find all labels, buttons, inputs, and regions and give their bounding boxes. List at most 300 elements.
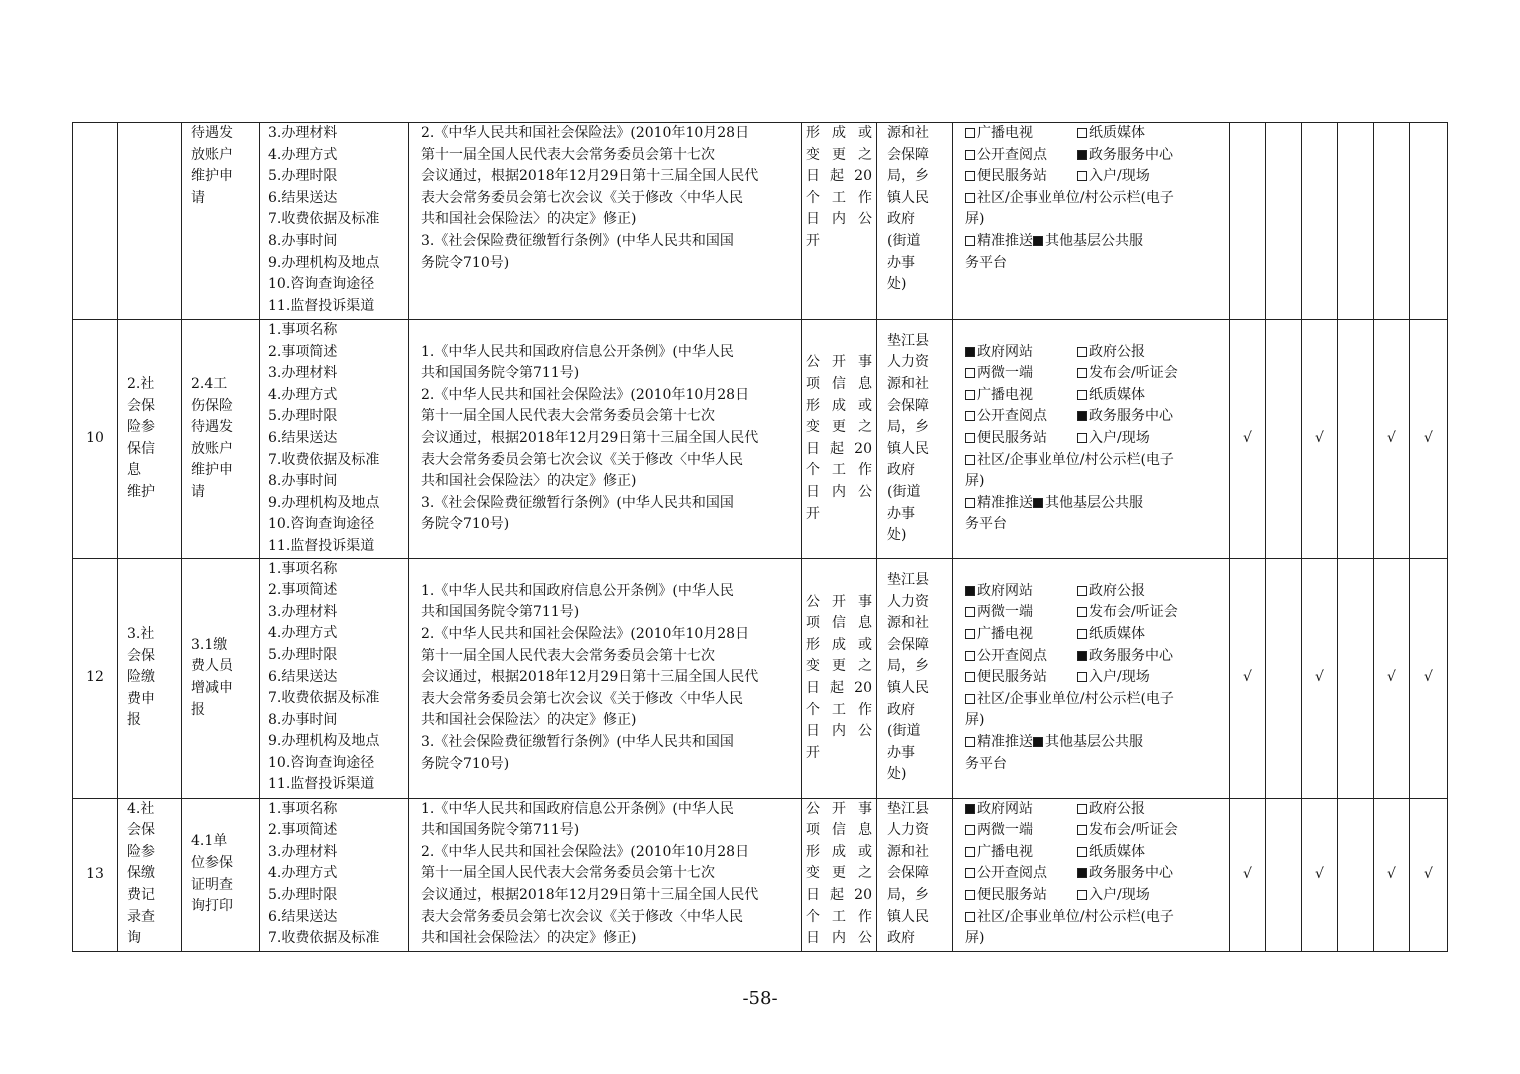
item-subcategory-line: 证明查	[191, 876, 233, 893]
legal-basis-line: 表大会常务委员会第七次会议《关于修改〈中华人民	[421, 908, 743, 925]
check-mark-cell	[1338, 320, 1374, 559]
legal-basis-line: 务院令710号)	[421, 755, 510, 772]
unchecked-box-icon	[965, 455, 975, 465]
check-mark-cell	[1410, 123, 1448, 320]
item-subcategory-line: 请	[191, 483, 205, 500]
disclosure-time-line: 个工作	[806, 908, 872, 925]
disclosure-items-line: 3.办理材料	[268, 603, 338, 620]
item-category-line: 2.社	[127, 375, 155, 392]
disclosure-items-line: 6.结果送达	[268, 429, 338, 446]
channel-line	[965, 689, 1225, 711]
disclosure-time-line: 日起20	[806, 680, 872, 697]
page-number: -58-	[742, 988, 778, 1009]
disclosure-time-line: 项信息	[806, 822, 872, 839]
legal-basis-line: 表大会常务委员会第七次会议《关于修改〈中华人民	[421, 451, 743, 468]
unchecked-box-icon	[1077, 825, 1087, 835]
item-category	[118, 798, 182, 951]
responsible-body-line: (街道	[887, 483, 921, 500]
responsible-body	[877, 123, 953, 320]
disclosure-time-line: 日内公	[806, 930, 872, 947]
checked-box-icon	[1033, 737, 1043, 747]
disclosure-time-line: 变更之	[806, 146, 872, 163]
checked-box-icon	[1033, 236, 1043, 246]
checked-box-icon	[1077, 651, 1087, 661]
responsible-body-line: 政府	[887, 211, 915, 228]
table-row	[73, 798, 1448, 951]
item-subcategory	[182, 123, 260, 320]
checked-box-icon	[1033, 498, 1043, 508]
channel-text: 便民服务站 入户/现场	[965, 166, 1150, 188]
responsible-body	[877, 320, 953, 559]
disclosure-items-line: 11.监督投诉渠道	[268, 297, 375, 314]
item-category-line: 询	[127, 930, 141, 947]
legal-basis-line: 务院令710号)	[421, 516, 510, 533]
check-mark-cell: √	[1302, 320, 1338, 559]
checked-box-icon	[1077, 411, 1087, 421]
disclosure-time-line: 变更之	[806, 658, 872, 675]
legal-basis-line: 会议通过，根据2018年12月29日第十三届全国人民代	[421, 886, 759, 903]
unchecked-box-icon	[965, 912, 975, 922]
disclosure-time	[802, 798, 877, 951]
row-number: 12	[73, 558, 118, 798]
responsible-body-line: 源和社	[887, 615, 929, 632]
item-subcategory-line: 增减申	[191, 680, 233, 697]
responsible-body-line: 垫江县	[887, 800, 929, 817]
disclosure-items-line: 8.办事时间	[268, 473, 338, 490]
responsible-body-line: (街道	[887, 723, 921, 740]
responsible-body-line: 处)	[887, 276, 907, 293]
disclosure-time-line: 日内公	[806, 483, 872, 500]
responsible-body-line: 镇人民	[887, 680, 929, 697]
disclosure-time-line: 个工作	[806, 701, 872, 718]
disclosure-time-line: 公开事	[806, 354, 872, 371]
channel-text: 便民服务站 入户/现场	[965, 667, 1150, 689]
check-mark-cell	[1266, 320, 1302, 559]
disclosure-items-line: 4.办理方式	[268, 386, 338, 403]
item-category-line: 费申	[127, 690, 155, 707]
check-mark-cell: √	[1410, 558, 1448, 798]
item-category	[118, 123, 182, 320]
channel-line	[965, 732, 1225, 754]
disclosure-items-line: 2.事项简述	[268, 822, 338, 839]
unchecked-box-icon	[965, 651, 975, 661]
channel-text: 公开查阅点 政务服务中心	[965, 145, 1173, 167]
channel-text: 广播电视 纸质媒体	[965, 385, 1145, 407]
disclosure-items-line: 1.事项名称	[268, 322, 338, 338]
check-mark-cell: √	[1410, 320, 1448, 559]
channel-text: 务平台	[965, 755, 1007, 772]
item-subcategory-line: 费人员	[191, 658, 233, 675]
checked-box-icon	[965, 586, 975, 596]
item-category	[118, 558, 182, 798]
checked-box-icon	[965, 347, 975, 357]
legal-basis-line: 务院令710号)	[421, 254, 510, 271]
legal-basis-line: 第十一届全国人民代表大会常务委员会第十七次	[421, 647, 715, 664]
unchecked-box-icon	[965, 498, 975, 508]
item-subcategory-line: 4.1单	[191, 833, 228, 850]
legal-basis-line: 共和国社会保险法〉的决定》修正)	[421, 930, 637, 947]
disclosure-items-line: 2.事项简述	[268, 343, 338, 360]
channel-text: 政府网站 政府公报	[965, 342, 1145, 364]
unchecked-box-icon	[1077, 347, 1087, 357]
channel-line	[965, 907, 1225, 929]
unchecked-box-icon	[1077, 847, 1087, 857]
responsible-body	[877, 798, 953, 951]
disclosure-channels	[953, 798, 1230, 951]
unchecked-box-icon	[1077, 433, 1087, 443]
item-subcategory	[182, 798, 260, 951]
channel-line	[965, 602, 1225, 624]
legal-basis-line: 3.《社会保险费征缴暂行条例》(中华人民共和国国	[421, 232, 734, 249]
legal-basis-line: 共和国国务院令第711号)	[421, 365, 580, 382]
item-category-line: 会保	[127, 647, 155, 664]
channel-line	[965, 493, 1225, 515]
check-mark-cell	[1338, 123, 1374, 320]
item-category-line: 保信	[127, 440, 155, 457]
responsible-body-line: 处)	[887, 527, 907, 544]
channel-line	[965, 406, 1225, 428]
unchecked-box-icon	[965, 890, 975, 900]
item-subcategory-line: 伤保险	[191, 397, 233, 414]
channel-text: 便民服务站 入户/现场	[965, 428, 1150, 450]
disclosure-items-line: 6.结果送达	[268, 908, 338, 925]
responsible-body-line: 局，乡	[887, 419, 929, 436]
item-category-line: 3.社	[127, 626, 155, 643]
disclosure-items	[260, 798, 409, 951]
channel-line	[965, 363, 1225, 385]
check-mark-cell: √	[1374, 798, 1410, 951]
responsible-body-line: 镇人民	[887, 440, 929, 457]
unchecked-box-icon	[965, 150, 975, 160]
channel-line	[965, 842, 1225, 864]
legal-basis-line: 1.《中华人民共和国政府信息公开条例》(中华人民	[421, 800, 734, 817]
channel-text: 社区/企事业单位/村公示栏(电子	[965, 188, 1174, 210]
item-subcategory	[182, 558, 260, 798]
unchecked-box-icon	[965, 737, 975, 747]
unchecked-box-icon	[1077, 171, 1087, 181]
disclosure-time-line: 日起20	[806, 886, 872, 903]
item-category-line: 费记	[127, 886, 155, 903]
check-mark-cell: √	[1374, 558, 1410, 798]
item-subcategory	[182, 320, 260, 559]
disclosure-items-line: 6.结果送达	[268, 189, 338, 206]
unchecked-box-icon	[965, 193, 975, 203]
check-mark-cell	[1302, 123, 1338, 320]
legal-basis-line: 会议通过，根据2018年12月29日第十三届全国人民代	[421, 669, 759, 686]
unchecked-box-icon	[965, 694, 975, 704]
check-mark-cell: √	[1230, 558, 1266, 798]
channel-line	[965, 754, 1225, 776]
table-row	[73, 320, 1448, 559]
channel-text: 屏)	[965, 712, 985, 729]
unchecked-box-icon	[965, 236, 975, 246]
unchecked-box-icon	[965, 607, 975, 617]
legal-basis-line: 共和国社会保险法〉的决定》修正)	[421, 712, 637, 729]
check-mark-cell: √	[1302, 798, 1338, 951]
disclosure-time-line: 变更之	[806, 865, 872, 882]
disclosure-items-line: 9.办理机构及地点	[268, 733, 380, 750]
channel-line	[965, 253, 1225, 275]
disclosure-items-line: 11.监督投诉渠道	[268, 776, 375, 793]
disclosure-time-line: 开	[806, 505, 820, 522]
legal-basis-line: 1.《中华人民共和国政府信息公开条例》(中华人民	[421, 582, 734, 599]
disclosure-items-line: 8.办事时间	[268, 711, 338, 728]
disclosure-items-line: 5.办理时限	[268, 408, 338, 425]
unchecked-box-icon	[965, 847, 975, 857]
check-mark-cell	[1374, 123, 1410, 320]
unchecked-box-icon	[1077, 672, 1087, 682]
responsible-body-line: 垫江县	[887, 572, 929, 589]
channel-line	[965, 231, 1225, 253]
table-row	[73, 558, 1448, 798]
disclosure-items	[260, 320, 409, 559]
check-mark-cell: √	[1230, 798, 1266, 951]
checked-box-icon	[1077, 868, 1087, 878]
disclosure-items	[260, 558, 409, 798]
item-category-line: 会保	[127, 397, 155, 414]
disclosure-time-line: 变更之	[806, 419, 872, 436]
item-category-line: 险缴	[127, 669, 155, 686]
disclosure-time-line: 开	[806, 744, 820, 761]
responsible-body-line: 办事	[887, 505, 915, 522]
channel-line	[965, 667, 1225, 689]
disclosure-time-line: 日起20	[806, 168, 872, 185]
check-mark-cell: √	[1374, 320, 1410, 559]
channel-line	[965, 471, 1225, 493]
disclosure-time-line: 公开事	[806, 593, 872, 610]
responsible-body-line: 垫江县	[887, 332, 929, 349]
channel-line	[965, 166, 1225, 188]
responsible-body-line: 源和社	[887, 843, 929, 860]
legal-basis-line: 2.《中华人民共和国社会保险法》(2010年10月28日	[421, 125, 750, 141]
responsible-body-line: (街道	[887, 232, 921, 249]
check-mark-cell	[1230, 123, 1266, 320]
channel-line	[965, 928, 1225, 950]
row-number: 13	[73, 798, 118, 951]
channel-text: 屏)	[965, 211, 985, 228]
item-subcategory-line: 位参保	[191, 854, 233, 871]
disclosure-items-line: 4.办理方式	[268, 146, 338, 163]
legal-basis-line: 第十一届全国人民代表大会常务委员会第十七次	[421, 146, 715, 163]
check-mark-cell: √	[1410, 798, 1448, 951]
legal-basis	[409, 320, 802, 559]
legal-basis-line: 会议通过，根据2018年12月29日第十三届全国人民代	[421, 168, 759, 185]
disclosure-time-line: 形成或	[806, 843, 872, 860]
channel-text: 政府网站 政府公报	[965, 581, 1145, 603]
unchecked-box-icon	[1077, 607, 1087, 617]
legal-basis-line: 2.《中华人民共和国社会保险法》(2010年10月28日	[421, 626, 750, 643]
item-subcategory-line: 询打印	[191, 898, 233, 915]
unchecked-box-icon	[965, 128, 975, 138]
disclosure-time-line: 形成或	[806, 125, 872, 141]
channel-text: 务平台	[965, 516, 1007, 533]
disclosure-time-line: 日内公	[806, 211, 872, 228]
unchecked-box-icon	[1077, 128, 1087, 138]
channel-text: 便民服务站 入户/现场	[965, 885, 1150, 907]
disclosure-items	[260, 123, 409, 320]
item-subcategory-line: 报	[191, 701, 205, 718]
responsible-body-line: 政府	[887, 701, 915, 718]
legal-basis-line: 共和国社会保险法〉的决定》修正)	[421, 211, 637, 228]
unchecked-box-icon	[965, 629, 975, 639]
item-category-line: 险参	[127, 843, 155, 860]
check-mark-cell: √	[1230, 320, 1266, 559]
disclosure-items-line: 5.办理时限	[268, 168, 338, 185]
item-category-line: 报	[127, 712, 141, 729]
item-category-line: 险参	[127, 419, 155, 436]
channel-line	[965, 820, 1225, 842]
disclosure-time-line: 项信息	[806, 375, 872, 392]
check-mark-cell: √	[1302, 558, 1338, 798]
channel-text: 两微一端 发布会/听证会	[965, 363, 1178, 385]
unchecked-box-icon	[1077, 629, 1087, 639]
row-number: 10	[73, 320, 118, 559]
channel-line	[965, 450, 1225, 472]
unchecked-box-icon	[1077, 390, 1087, 400]
channel-line	[965, 710, 1225, 732]
channel-text: 精准推送 其他基层公共服	[965, 493, 1143, 515]
channel-line	[965, 342, 1225, 364]
disclosure-time-line: 个工作	[806, 462, 872, 479]
responsible-body-line: 会保障	[887, 865, 929, 882]
unchecked-box-icon	[1077, 368, 1087, 378]
table-row	[73, 123, 1448, 320]
disclosure-items-line: 4.办理方式	[268, 865, 338, 882]
responsible-body-line: 会保障	[887, 636, 929, 653]
legal-basis-line: 表大会常务委员会第七次会议《关于修改〈中华人民	[421, 690, 743, 707]
channel-line	[965, 863, 1225, 885]
disclosure-time-line: 形成或	[806, 636, 872, 653]
disclosure-time	[802, 558, 877, 798]
disclosure-time-line: 开	[806, 232, 820, 249]
unchecked-box-icon	[965, 868, 975, 878]
responsible-body-line: 源和社	[887, 375, 929, 392]
legal-basis-line: 2.《中华人民共和国社会保险法》(2010年10月28日	[421, 843, 750, 860]
channel-text: 广播电视 纸质媒体	[965, 842, 1145, 864]
item-subcategory-line: 待遇发	[191, 125, 233, 141]
disclosure-time	[802, 123, 877, 320]
channel-text: 广播电视 纸质媒体	[965, 123, 1145, 145]
unchecked-box-icon	[965, 368, 975, 378]
check-mark-cell	[1338, 798, 1374, 951]
legal-basis-line: 1.《中华人民共和国政府信息公开条例》(中华人民	[421, 343, 734, 360]
disclosure-time	[802, 320, 877, 559]
channel-text: 公开查阅点 政务服务中心	[965, 863, 1173, 885]
legal-basis-line: 共和国国务院令第711号)	[421, 822, 580, 839]
channel-line	[965, 624, 1225, 646]
disclosure-items-line: 9.办理机构及地点	[268, 494, 380, 511]
disclosure-items-line: 1.事项名称	[268, 800, 338, 817]
disclosure-items-line: 1.事项名称	[268, 560, 338, 577]
item-subcategory-line: 3.1缴	[191, 636, 228, 653]
item-category-line: 息	[127, 462, 141, 479]
item-subcategory-line: 放账户	[191, 146, 233, 163]
item-subcategory-line: 维护申	[191, 462, 233, 479]
disclosure-items-line: 10.咨询查询途径	[268, 754, 375, 771]
disclosure-items-line: 8.办事时间	[268, 232, 338, 249]
channel-line	[965, 123, 1225, 145]
disclosure-table	[72, 122, 1448, 952]
channel-text: 社区/企事业单位/村公示栏(电子	[965, 689, 1174, 711]
legal-basis-line: 3.《社会保险费征缴暂行条例》(中华人民共和国国	[421, 494, 734, 511]
legal-basis-line: 会议通过，根据2018年12月29日第十三届全国人民代	[421, 429, 759, 446]
disclosure-items-line: 3.办理材料	[268, 125, 338, 141]
unchecked-box-icon	[965, 825, 975, 835]
legal-basis	[409, 798, 802, 951]
channel-text: 社区/企事业单位/村公示栏(电子	[965, 907, 1174, 929]
disclosure-time-line: 项信息	[806, 615, 872, 632]
check-mark-cell	[1266, 798, 1302, 951]
channel-line	[965, 799, 1225, 821]
responsible-body-line: 人力资	[887, 593, 929, 610]
responsible-body-line: 局，乡	[887, 168, 929, 185]
item-subcategory-line: 维护申	[191, 168, 233, 185]
responsible-body-line: 政府	[887, 462, 915, 479]
channel-text: 公开查阅点 政务服务中心	[965, 646, 1173, 668]
channel-line	[965, 188, 1225, 210]
disclosure-channels	[953, 320, 1230, 559]
item-category-line: 维护	[127, 483, 155, 500]
unchecked-box-icon	[965, 411, 975, 421]
disclosure-time-line: 形成或	[806, 397, 872, 414]
disclosure-time-line: 日内公	[806, 723, 872, 740]
disclosure-items-line: 9.办理机构及地点	[268, 254, 380, 271]
unchecked-box-icon	[965, 390, 975, 400]
responsible-body-line: 办事	[887, 254, 915, 271]
checked-box-icon	[1077, 150, 1087, 160]
channel-line	[965, 514, 1225, 536]
unchecked-box-icon	[965, 433, 975, 443]
disclosure-items-line: 7.收费依据及标准	[268, 690, 380, 707]
channel-line	[965, 428, 1225, 450]
item-subcategory-line: 放账户	[191, 440, 233, 457]
disclosure-items-line: 4.办理方式	[268, 625, 338, 642]
disclosure-items-line: 3.办理材料	[268, 365, 338, 382]
check-mark-cell	[1338, 558, 1374, 798]
legal-basis-line: 第十一届全国人民代表大会常务委员会第十七次	[421, 865, 715, 882]
channel-line	[965, 581, 1225, 603]
item-subcategory-line: 请	[191, 189, 205, 206]
responsible-body-line: 镇人民	[887, 908, 929, 925]
legal-basis-line: 共和国国务院令第711号)	[421, 604, 580, 621]
unchecked-box-icon	[965, 171, 975, 181]
disclosure-items-line: 10.咨询查询途径	[268, 276, 375, 293]
disclosure-items-line: 7.收费依据及标准	[268, 451, 380, 468]
channel-text: 精准推送 其他基层公共服	[965, 732, 1143, 754]
responsible-body-line: 办事	[887, 744, 915, 761]
disclosure-time-line: 公开事	[806, 800, 872, 817]
item-subcategory-line: 待遇发	[191, 419, 233, 436]
channel-line	[965, 209, 1225, 231]
channel-text: 屏)	[965, 473, 985, 490]
check-mark-cell	[1266, 558, 1302, 798]
channel-line	[965, 145, 1225, 167]
responsible-body-line: 处)	[887, 766, 907, 783]
disclosure-items-line: 7.收费依据及标准	[268, 930, 380, 947]
item-subcategory-line: 2.4工	[191, 375, 228, 392]
disclosure-items-line: 5.办理时限	[268, 646, 338, 663]
responsible-body-line: 政府	[887, 930, 915, 947]
disclosure-items-line: 11.监督投诉渠道	[268, 537, 375, 554]
legal-basis	[409, 123, 802, 320]
legal-basis-line: 表大会常务委员会第七次会议《关于修改〈中华人民	[421, 189, 743, 206]
channel-text: 两微一端 发布会/听证会	[965, 602, 1178, 624]
channel-line	[965, 885, 1225, 907]
legal-basis-line: 共和国社会保险法〉的决定》修正)	[421, 473, 637, 490]
channel-text: 两微一端 发布会/听证会	[965, 820, 1178, 842]
unchecked-box-icon	[1077, 586, 1087, 596]
responsible-body-line: 局，乡	[887, 886, 929, 903]
